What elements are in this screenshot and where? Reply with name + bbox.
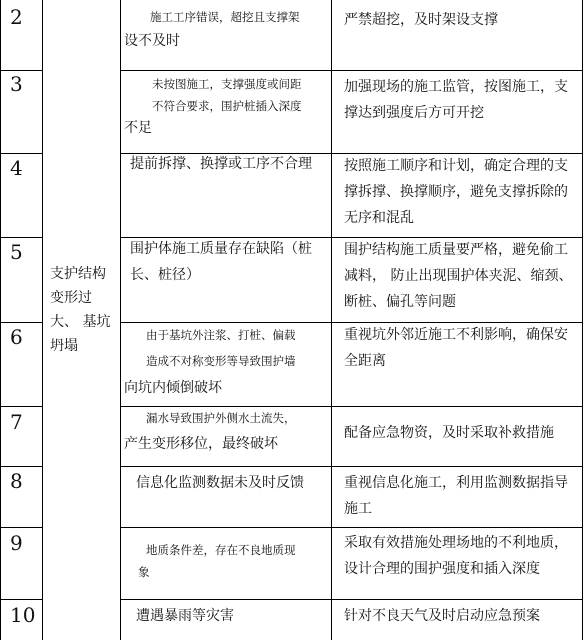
row-number: 3 — [10, 72, 23, 96]
row-divider — [0, 153, 43, 154]
row-number: 2 — [10, 5, 23, 29]
row-number: 8 — [10, 469, 23, 493]
row-number: 5 — [10, 240, 23, 264]
countermeasure: 重视信息化施工，利用监测数据指导 施工 — [344, 475, 568, 517]
risk-category-label: 支护结构 变形过 大、 基坑 坍塌 — [50, 266, 111, 354]
risk-cause: 未按图施工，支撑强度或间距 不符合要求，围护桩插入深度 不足 — [124, 77, 302, 136]
risk-cause: 施工工序错误，超挖且支撑架 设不及时 — [124, 10, 300, 49]
risk-cause: 由于基坑外注浆、打桩、偏载 造成不对称变形等导致围护墙 向坑内倾倒破坏 — [124, 328, 296, 396]
row-number: 6 — [10, 325, 23, 349]
countermeasure: 采取有效措施处理场地的不利地质， 设计合理的围护强度和插入深度 — [344, 535, 568, 577]
countermeasure: 围护结构施工质量要严格，避免偷工 减料， 防止出现围护体夹泥、缩颈、 断桩、偏孔等问题 — [344, 242, 573, 310]
countermeasure: 配备应急物资，及时采取补救措施 — [344, 425, 554, 441]
column-divider — [120, 0, 121, 640]
countermeasure: 加强现场的施工监管，按图施工，支 撑达到强度后方可开挖 — [344, 79, 568, 121]
row-divider — [0, 237, 43, 238]
row-divider — [120, 599, 583, 600]
table-border-left — [0, 0, 1, 640]
row-divider — [120, 527, 583, 528]
risk-cause: 地质条件差，存在不良地质现 象 — [138, 543, 296, 579]
row-divider — [0, 322, 43, 323]
row-divider — [0, 70, 43, 71]
countermeasure: 针对不良天气及时启动应急预案 — [344, 608, 540, 624]
row-divider — [0, 599, 43, 600]
countermeasure: 严禁超挖，及时架设支撑 — [344, 12, 498, 28]
risk-cause: 遭遇暴雨等灾害 — [136, 608, 234, 624]
countermeasure: 按照施工顺序和计划，确定合理的支 撑拆撑、换撑顺序，避免支撑拆除的 无序和混乱 — [344, 158, 568, 226]
table-border-right — [582, 0, 583, 640]
risk-cause: 围护体施工质量存在缺陷（桩 长、桩径） — [130, 241, 312, 283]
row-divider — [0, 406, 43, 407]
row-divider — [120, 70, 583, 71]
row-number: 7 — [10, 410, 23, 434]
row-divider — [120, 466, 583, 467]
row-number: 4 — [10, 156, 23, 180]
row-divider — [0, 466, 43, 467]
row-divider — [0, 527, 43, 528]
risk-cause: 漏水导致围护外侧水土流失， 产生变形移位，最终破坏 — [124, 411, 296, 452]
risk-cause: 信息化监测数据未及时反馈 — [136, 475, 304, 491]
row-number: 10 — [10, 603, 36, 627]
risk-cause: 提前拆撑、换撑或工序不合理 — [130, 156, 312, 172]
column-divider — [42, 0, 43, 640]
countermeasure: 重视坑外邻近施工不利影响，确保安 全距离 — [344, 327, 568, 369]
row-number: 9 — [10, 531, 23, 555]
column-divider — [331, 0, 332, 640]
